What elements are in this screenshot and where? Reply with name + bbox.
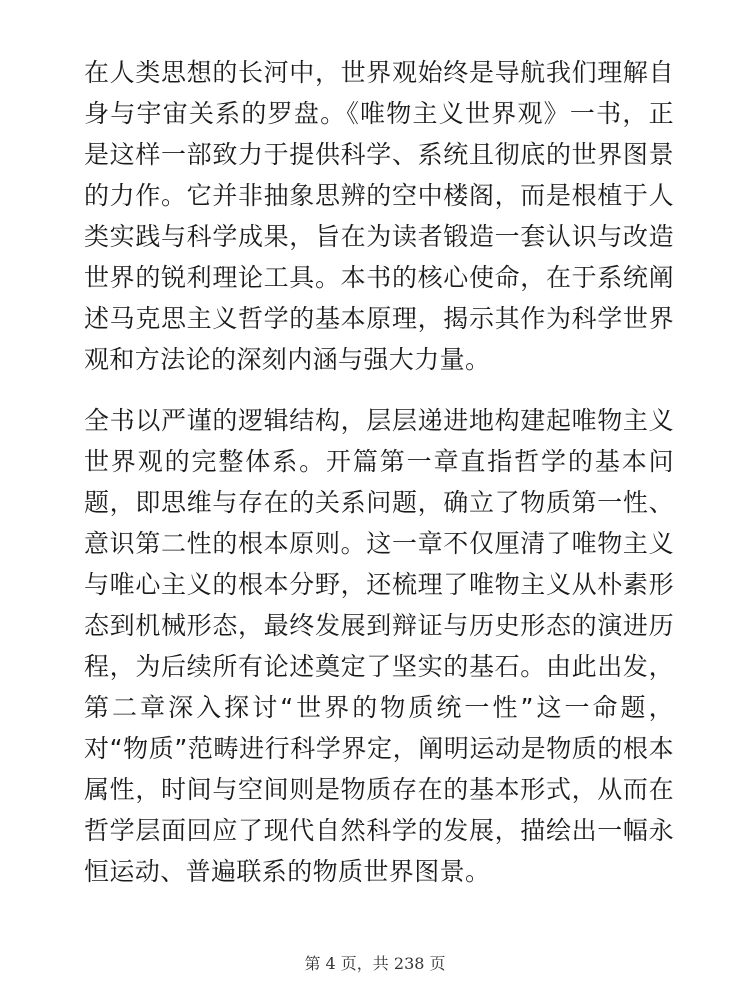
paragraph-1: 在人类思想的长河中，世界观始终是导航我们理解自身与宇宙关系的罗盘。《唯物主义世界观》一书，正是这样一部致力于提供科学、系统且彻底的世界图景的力作。它并非抽象思辨的空中楼阁，而是根植于人类实践与科学成果，旨在为读者锻造一套认识与改造世界的锐利理论工具。本书的核心使命，在于系统阐述马克思主义哲学的基本原理，揭示其作为科学世界观和方法论的深刻内涵与强大力量。 [84, 58, 674, 374]
document-body [84, 52, 674, 892]
paragraph-2: 全书以严谨的逻辑结构，层层递进地构建起唯物主义世界观的完整体系。开篇第一章直指哲学的基本问题，即思维与存在的关系问题，确立了物质第一性、意识第二性的根本原则。这一章不仅厘清了唯物主义与唯心主义的根本分野，还梳理了唯物主义从朴素形态到机械形态，最终发展到辩证与历史形态的演进历程，为后续所有论述奠定了坚实的基石。由此出发，第二章深入探讨“世界的物质统一性”这一命题，对“物质”范畴进行科学界定，阐明运动是物质的根本属性，时间与空间则是物质存在的基本形式，从而在哲学层面回应了现代自然科学的发展，描绘出一幅永恒运动、普遍联系的物质世界图景。 [84, 406, 674, 886]
page-number-footer: 第 4 页，共 238 页 [304, 954, 446, 973]
